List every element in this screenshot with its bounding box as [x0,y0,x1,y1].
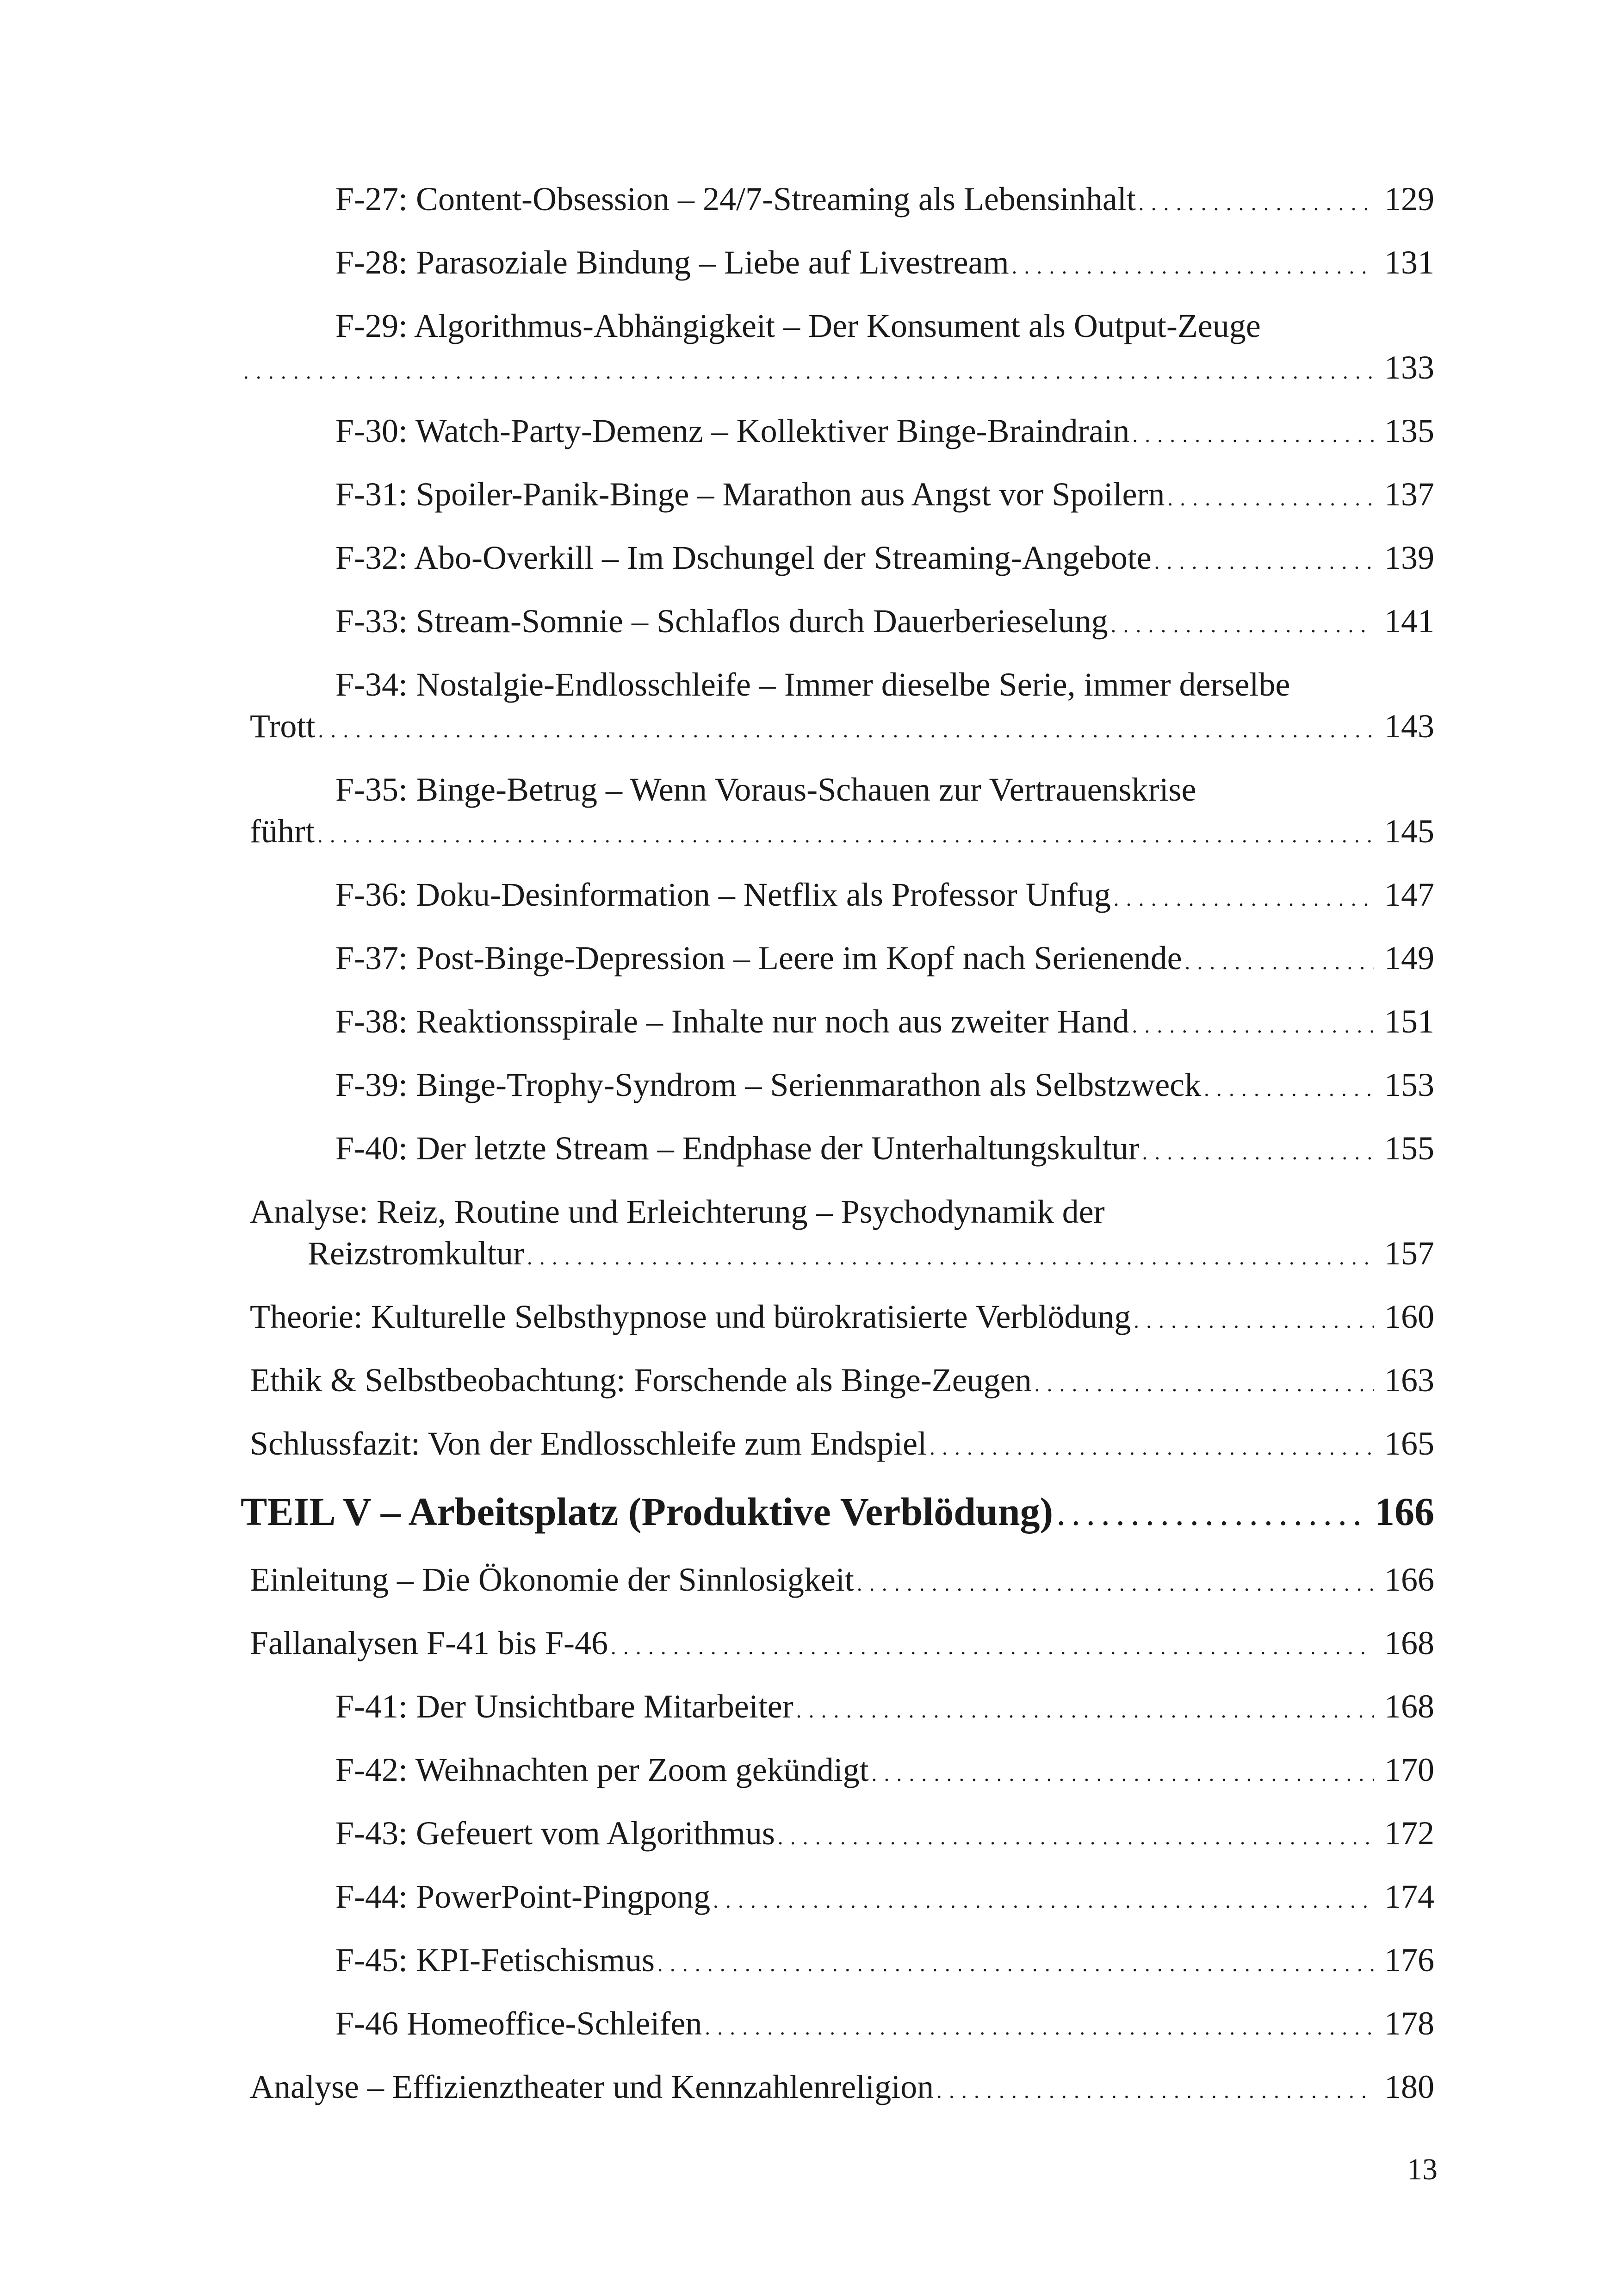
toc-entry-title-cont: Trott [250,708,316,745]
toc-entry-f38[interactable] [250,1001,1434,1046]
toc-entry-title: F-33: Stream-Somnie – Schlaflos durch Dauerberieselung [335,603,1108,640]
toc-page-number: 172 [1384,1815,1434,1852]
toc-entry-f42[interactable] [250,1749,1434,1795]
leader-dots [1204,1068,1374,1110]
leader-dots [778,1817,1374,1858]
leader-dots [796,1690,1374,1731]
toc-page-number: 180 [1384,2068,1434,2105]
toc-entry-analyse-v[interactable] [250,2066,1434,2112]
leader-dots [657,1943,1374,1985]
toc-entry-title: F-43: Gefeuert vom Algorithmus [335,1815,775,1852]
leader-dots [1185,941,1374,983]
toc-entry-title: F-37: Post-Binge-Depression – Leere im Kopf nach Serienende [335,940,1182,977]
leader-dots [611,1626,1374,1668]
toc-page-number: 143 [1384,708,1434,745]
toc-entry-title: F-35: Binge-Betrug – Wenn Voraus-Schauen zur Vertrauenskrise [335,771,1196,808]
toc-entry-title-cont: Reizstromkultur [308,1235,524,1272]
toc-page-number: 155 [1384,1130,1434,1167]
toc-page-number: 137 [1384,476,1434,513]
toc-entry-f33[interactable] [250,600,1434,646]
toc-part-heading-v[interactable] [241,1486,1434,1542]
toc-entry-title: Analyse – Effizienztheater und Kennzahlenreligion [250,2068,934,2105]
leader-dots [857,1563,1374,1605]
toc-entry-f41[interactable] [250,1686,1434,1731]
leader-dots [243,351,1374,392]
toc-page-number: 157 [1384,1235,1434,1272]
toc-entry-f39[interactable] [250,1064,1434,1110]
toc-entry-title: F-39: Binge-Trophy-Syndrom – Serienmarathon als Selbstzweck [335,1066,1202,1103]
leader-dots [317,815,1374,856]
toc-entry-f29[interactable] [250,305,1434,392]
toc-entry-title: F-42: Weihnachten per Zoom gekündigt [335,1751,869,1788]
toc-entry-fallanalysen-v[interactable] [250,1622,1434,1668]
leader-dots [705,2007,1374,2048]
toc-entry-title-cont: führt [250,813,315,850]
toc-entry-title: Theorie: Kulturelle Selbsthypnose und bürokratisierte Verblödung [250,1298,1131,1335]
toc-entry-title: F-46 Homeoffice-Schleifen [335,2005,702,2042]
toc-page-number: 135 [1384,412,1434,449]
toc-entry-title: F-34: Nostalgie-Endlosschleife – Immer dieselbe Serie, immer derselbe [335,666,1290,703]
leader-dots [713,1880,1374,1922]
toc-page-number: 153 [1384,1066,1434,1103]
toc-page-number: 133 [1384,349,1434,386]
leader-dots [1167,478,1374,519]
toc-page-number: 168 [1384,1688,1434,1725]
toc-entry-f40[interactable] [250,1127,1434,1173]
toc-page-number: 151 [1384,1003,1434,1040]
toc-entry-title: Einleitung – Die Ökonomie der Sinnlosigkeit [250,1561,854,1598]
toc-entry-f37[interactable] [250,937,1434,983]
leader-dots [1154,541,1374,583]
toc-page-number: 174 [1384,1878,1434,1915]
toc-entry-title: F-36: Doku-Desinformation – Netflix als Professor Unfug [335,876,1111,913]
toc-page-number: 166 [1384,1561,1434,1598]
leader-dots [1035,1363,1374,1405]
toc-entry-title: F-28: Parasoziale Bindung – Liebe auf Livestream [335,244,1009,281]
toc-entry-title: Analyse: Reiz, Routine und Erleichterung – Psychodynamik der [250,1193,1105,1230]
leader-dots [1132,414,1374,456]
toc-entry-title: Schlussfazit: Von der Endlosschleife zum Endspiel [250,1425,927,1462]
toc-entry-analyse-iv[interactable] [250,1191,1434,1278]
leader-dots [1114,878,1374,920]
toc-entry-fazit-iv[interactable] [250,1423,1434,1468]
leader-dots [1111,604,1374,646]
toc-entry-title: F-45: KPI-Fetischismus [335,1941,655,1979]
toc-entry-f36[interactable] [250,874,1434,920]
table-of-contents [241,178,1434,2129]
toc-page-number: 163 [1384,1362,1434,1399]
toc-entry-f46[interactable] [250,2003,1434,2048]
toc-entry-title: F-27: Content-Obsession – 24/7-Streaming als Lebensinhalt [335,180,1136,218]
leader-dots [1142,1132,1374,1173]
toc-entry-f30[interactable] [250,410,1434,456]
page-number: 13 [1407,2153,1438,2186]
leader-dots [872,1753,1374,1795]
toc-page-number: 176 [1384,1941,1434,1979]
toc-entry-title: Fallanalysen F-41 bis F-46 [250,1624,608,1661]
toc-page-number: 141 [1384,603,1434,640]
toc-page-number: 145 [1384,813,1434,850]
toc-entry-f27[interactable] [250,178,1434,224]
toc-entry-title: F-40: Der letzte Stream – Endphase der Unterhaltungskultur [335,1130,1140,1167]
toc-page-number: 170 [1384,1751,1434,1788]
toc-page-number: 160 [1384,1298,1434,1335]
toc-entry-title: F-41: Der Unsichtbare Mitarbeiter [335,1688,794,1725]
toc-page-number: 147 [1384,876,1434,913]
leader-dots [1012,246,1374,287]
leader-dots [1132,1005,1374,1046]
toc-entry-f31[interactable] [250,473,1434,519]
toc-entry-f44[interactable] [250,1876,1434,1922]
toc-page-number: 165 [1384,1425,1434,1462]
toc-page-number: 149 [1384,940,1434,977]
leader-dots [1139,182,1374,224]
toc-entry-f32[interactable] [250,537,1434,583]
toc-entry-title: F-29: Algorithmus-Abhängigkeit – Der Konsument als Output-Zeuge [335,307,1261,344]
toc-entry-title: F-44: PowerPoint-Pingpong [335,1878,711,1915]
toc-entry-einleitung-v[interactable] [250,1559,1434,1605]
toc-entry-ethik-iv[interactable] [250,1359,1434,1405]
toc-entry-f34[interactable] [250,664,1434,751]
toc-entry-f43[interactable] [250,1812,1434,1858]
toc-part-title: TEIL V – Arbeitsplatz (Produktive Verblödung) [241,1489,1054,1534]
leader-dots [1058,1491,1369,1542]
toc-page-number: 139 [1384,539,1434,576]
leader-dots [527,1237,1374,1278]
toc-page-number: 131 [1384,244,1434,281]
leader-dots [936,2070,1374,2112]
toc-entry-theorie-iv[interactable] [250,1296,1434,1342]
toc-page-number: 129 [1384,180,1434,218]
toc-entry-f28[interactable] [250,242,1434,287]
toc-entry-title: F-30: Watch-Party-Demenz – Kollektiver Binge-Braindrain [335,412,1130,449]
toc-page-number: 178 [1384,2005,1434,2042]
leader-dots [930,1427,1374,1468]
toc-page-number: 168 [1384,1624,1434,1661]
toc-page-number: 166 [1375,1489,1434,1534]
toc-entry-title: F-38: Reaktionsspirale – Inhalte nur noch aus zweiter Hand [335,1003,1129,1040]
toc-entry-title: Ethik & Selbstbeobachtung: Forschende als Binge-Zeugen [250,1362,1032,1399]
leader-dots [318,709,1374,751]
toc-entry-title: F-31: Spoiler-Panik-Binge – Marathon aus Angst vor Spoilern [335,476,1165,513]
toc-entry-f35[interactable] [250,769,1434,856]
leader-dots [1134,1300,1374,1342]
toc-entry-title: F-32: Abo-Overkill – Im Dschungel der Streaming-Angebote [335,539,1152,576]
toc-entry-f45[interactable] [250,1939,1434,1985]
